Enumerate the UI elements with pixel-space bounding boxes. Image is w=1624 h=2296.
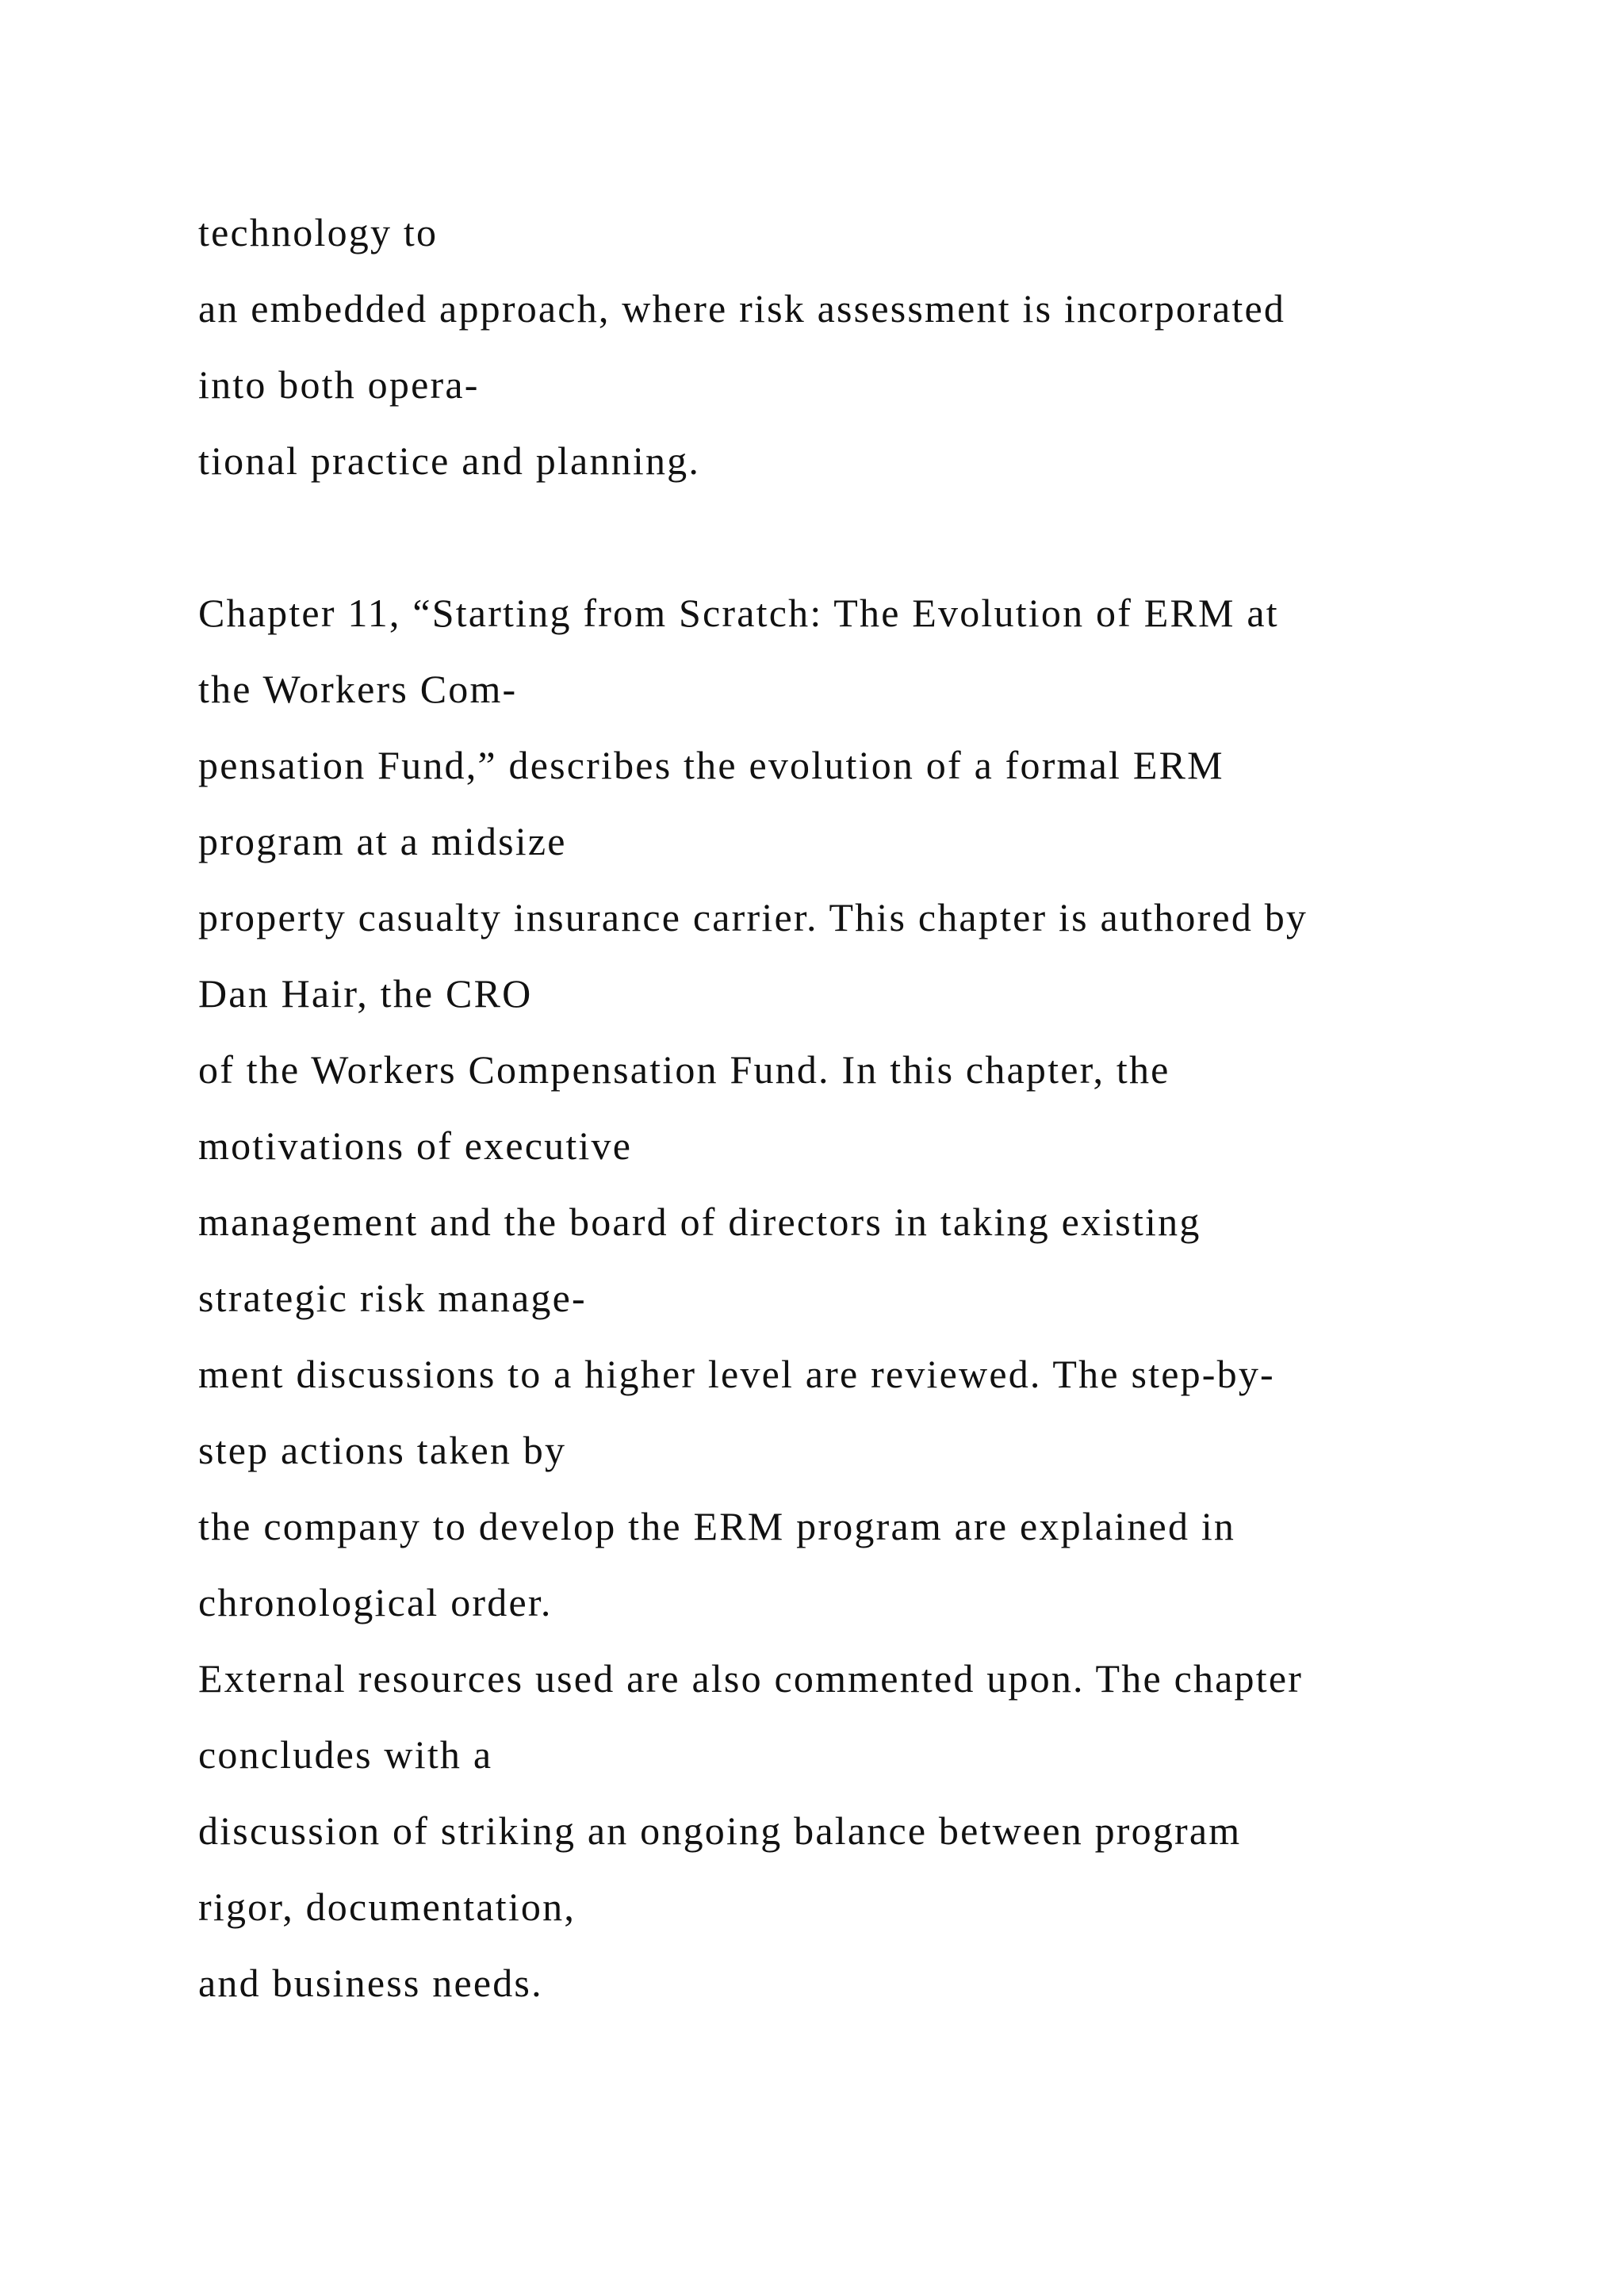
text-line: tional practice and planning. <box>198 438 701 483</box>
text-line: an embedded approach, where risk assessment is incorporated <box>198 286 1286 331</box>
text-line: the Workers Com- <box>198 667 518 711</box>
text-line: Chapter 11, “Starting from Scratch: The Evolution of ERM at <box>198 591 1279 635</box>
text-line: rigor, documentation, <box>198 1885 576 1929</box>
text-line: and business needs. <box>198 1961 543 2005</box>
text-line: management and the board of directors in taking existing <box>198 1200 1201 1244</box>
text-line: program at a midsize <box>198 819 567 863</box>
text-line: discussion of striking an ongoing balance between program <box>198 1808 1242 1853</box>
text-line: motivations of executive <box>198 1123 633 1168</box>
text-line: technology to <box>198 210 439 254</box>
text-line: of the Workers Compensation Fund. In this chapter, the <box>198 1047 1170 1092</box>
text-line: the company to develop the ERM program are explained in <box>198 1504 1236 1548</box>
paragraph-1 <box>198 194 1546 499</box>
text-line: into both opera- <box>198 362 480 407</box>
text-line: External resources used are also commented upon. The chapter <box>198 1656 1304 1701</box>
text-line: pensation Fund,” describes the evolution of a formal ERM <box>198 743 1224 787</box>
text-line: Dan Hair, the CRO <box>198 971 533 1016</box>
text-line: ment discussions to a higher level are reviewed. The step-by- <box>198 1352 1275 1396</box>
text-line: chronological order. <box>198 1580 553 1624</box>
paragraph-2 <box>198 575 1546 2021</box>
text-line: step actions taken by <box>198 1428 567 1472</box>
text-line: concludes with a <box>198 1732 493 1777</box>
text-line: property casualty insurance carrier. This chapter is authored by <box>198 895 1308 939</box>
text-line: strategic risk manage- <box>198 1276 587 1320</box>
